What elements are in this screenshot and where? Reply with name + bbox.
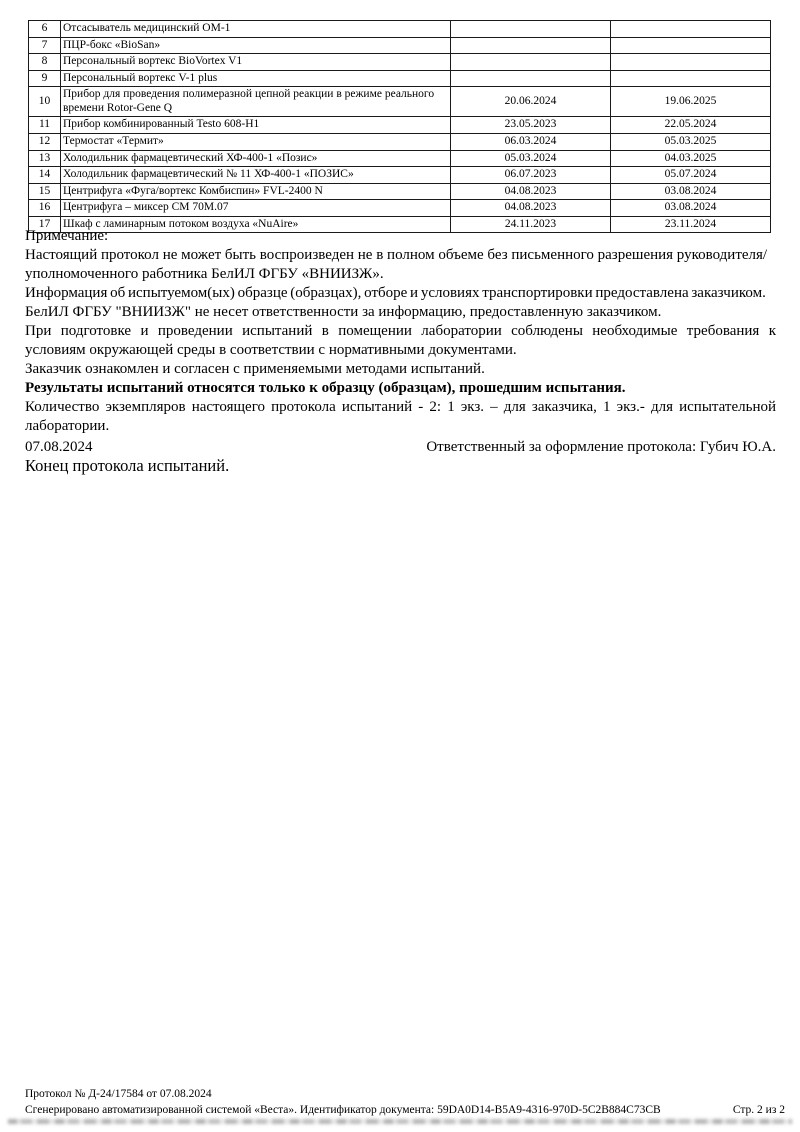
scan-artifact-line (8, 1119, 792, 1124)
cell-equipment-name: Прибор комбинированный Testo 608-H1 (61, 117, 451, 134)
cell-number: 13 (29, 150, 61, 167)
table-row (29, 183, 771, 200)
note-paragraph: БелИЛ ФГБУ "ВНИИЗЖ" не несет ответственности за информацию, предоставленную заказчиком. (25, 304, 662, 320)
footer-protocol-number: Протокол № Д-24/17584 от 07.08.2024 (25, 1088, 212, 1100)
cell-equipment-name: ПЦР-бокс «BioSan» (61, 37, 451, 54)
cell-date-1: 05.03.2024 (451, 150, 611, 167)
note-paragraph: Результаты испытаний относятся только к образцу (образцам), прошедшим испытания. (25, 380, 626, 396)
cell-number: 16 (29, 200, 61, 217)
cell-number: 9 (29, 70, 61, 87)
cell-date-2: 03.08.2024 (611, 200, 771, 217)
cell-date-2: 05.07.2024 (611, 167, 771, 184)
cell-date-1: 04.08.2023 (451, 183, 611, 200)
protocol-date: 07.08.2024 (25, 439, 93, 455)
cell-number: 7 (29, 37, 61, 54)
equipment-table (28, 20, 771, 233)
cell-date-2 (611, 37, 771, 54)
cell-date-2: 03.08.2024 (611, 183, 771, 200)
table-row (29, 54, 771, 71)
cell-number: 17 (29, 216, 61, 233)
cell-date-1 (451, 37, 611, 54)
table-row (29, 87, 771, 117)
cell-date-2: 05.03.2025 (611, 133, 771, 150)
cell-equipment-name: Прибор для проведения полимеразной цепной реакции в режиме реального времени Rotor-Gene Q (61, 87, 451, 117)
cell-number: 12 (29, 133, 61, 150)
notes-heading: Примечание: (25, 228, 109, 244)
responsible-person: Ответственный за оформление протокола: Губич Ю.А. (426, 439, 776, 455)
cell-date-2 (611, 21, 771, 38)
table-row (29, 21, 771, 38)
table-row (29, 167, 771, 184)
cell-date-1 (451, 70, 611, 87)
cell-date-1: 20.06.2024 (451, 87, 611, 117)
cell-number: 14 (29, 167, 61, 184)
cell-date-2 (611, 54, 771, 71)
cell-date-2: 19.06.2025 (611, 87, 771, 117)
page-number: Стр. 2 из 2 (732, 1104, 785, 1116)
note-paragraph: Информация об испытуемом(ых) образце (образцах), отборе и условиях транспортировки предоставлена заказчиком. (25, 285, 766, 301)
cell-number: 10 (29, 87, 61, 117)
table-row (29, 133, 771, 150)
cell-date-2 (611, 70, 771, 87)
note-paragraph: Заказчик ознакомлен и согласен с применяемыми методами испытаний. (25, 361, 485, 377)
end-of-protocol-line: Конец протокола испытаний. (25, 456, 230, 475)
cell-equipment-name: Персональный вортекс BioVortex V1 (61, 54, 451, 71)
table-row (29, 37, 771, 54)
cell-number: 8 (29, 54, 61, 71)
cell-date-2: 04.03.2025 (611, 150, 771, 167)
cell-equipment-name: Персональный вортекс V-1 plus (61, 70, 451, 87)
cell-date-1: 06.07.2023 (451, 167, 611, 184)
cell-number: 11 (29, 117, 61, 134)
cell-date-2: 22.05.2024 (611, 117, 771, 134)
cell-number: 15 (29, 183, 61, 200)
footer-generated-row (25, 1102, 785, 1118)
cell-date-2: 23.11.2024 (611, 216, 771, 233)
cell-date-1: 23.05.2023 (451, 117, 611, 134)
notes-section (25, 227, 776, 436)
cell-equipment-name: Холодильник фармацевтический № 11 ХФ-400-1 «ПОЗИС» (61, 167, 451, 184)
cell-date-1 (451, 54, 611, 71)
table-row (29, 200, 771, 217)
cell-equipment-name: Шкаф с ламинарным потоком воздуха «NuAire» (61, 216, 451, 233)
cell-equipment-name: Холодильник фармацевтический ХФ-400-1 «Позис» (61, 150, 451, 167)
signature-row (25, 438, 776, 457)
cell-number: 6 (29, 21, 61, 38)
cell-equipment-name: Центрифуга «Фуга/вортекс Комбиспин» FVL-2400 N (61, 183, 451, 200)
footer-generated-text: Сгенерировано автоматизированной системой «Веста». Идентификатор документа: 59DA0D14-B5A9-4316-970D-5C2B884C73CB (25, 1104, 661, 1116)
note-paragraph: Настоящий протокол не может быть воспроизведен не в полном объеме без письменного разрешения руководителя/уполномоченного работника БелИЛ ФГБУ «ВНИИЗЖ». (25, 247, 768, 282)
table-row (29, 150, 771, 167)
cell-date-1: 24.11.2023 (451, 216, 611, 233)
table-row (29, 117, 771, 134)
cell-date-1: 04.08.2023 (451, 200, 611, 217)
cell-equipment-name: Отсасыватель медицинский ОМ-1 (61, 21, 451, 38)
cell-date-1: 06.03.2024 (451, 133, 611, 150)
cell-equipment-name: Термостат «Термит» (61, 133, 451, 150)
cell-equipment-name: Центрифуга – миксер СМ 70М.07 (61, 200, 451, 217)
page-footer (25, 1086, 785, 1118)
note-paragraph: При подготовке и проведении испытаний в помещении лаборатории соблюдены необходимые требования к условиям окружающей среды в соответствии с нормативными документами. (25, 323, 776, 358)
note-paragraph: Количество экземпляров настоящего протокола испытаний - 2: 1 экз. – для заказчика, 1 экз.- для испытательной лаборатории. (25, 399, 776, 434)
table-row (29, 70, 771, 87)
cell-date-1 (451, 21, 611, 38)
